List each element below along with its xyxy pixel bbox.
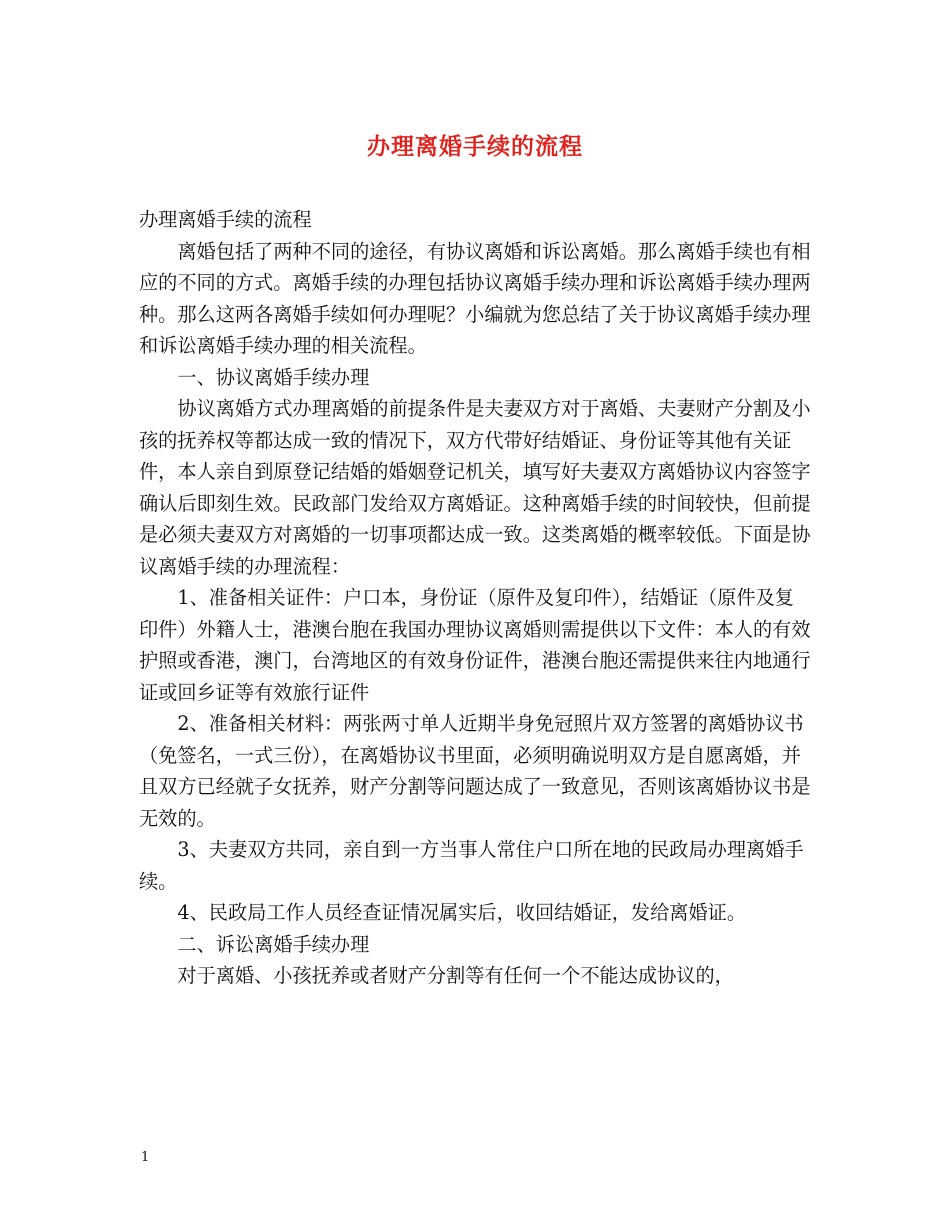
paragraph-intro: 离婚包括了两种不同的途径，有协议离婚和诉讼离婚。那么离婚手续也有相应的不同的方式。离婚手续的办理包括协议离婚手续办理和诉讼离婚手续办理两种。那么这两各离婚手续如何办理呢？小编就为您总结了关于协议离婚手续办理和诉讼离婚手续办理的相关流程。 xyxy=(139,239,811,357)
page-number: 1 xyxy=(141,1150,150,1165)
section-heading-litigation: 二、诉讼离婚手续办理 xyxy=(177,932,370,956)
list-item-step-1: 1、准备相关证件：户口本，身份证（原件及复印件），结婚证（原件及复印件）外籍人士，港澳台胞在我国办理协议离婚则需提供以下文件：本人的有效护照或香港，澳门，台湾地区的有效身份证件，港澳台胞还需提供来往内地通行证或回乡证等有效旅行证件 xyxy=(139,586,811,704)
document-body xyxy=(139,204,811,992)
list-item-step-2: 2、准备相关材料：两张两寸单人近期半身免冠照片双方签署的离婚协议书（免签名，一式三份），在离婚协议书里面，必须明确说明双方是自愿离婚，并且双方已经就子女抚养，财产分割等问题达成了一致意见，否则该离婚协议书是无效的。 xyxy=(139,712,811,830)
document-subtitle: 办理离婚手续的流程 xyxy=(139,208,312,231)
paragraph-litigation: 对于离婚、小孩抚养或者财产分割等有任何一个不能达成协议的， xyxy=(177,964,734,987)
section-heading-agreement: 一、协议离婚手续办理 xyxy=(177,365,370,389)
paragraph-agreement: 协议离婚方式办理离婚的前提条件是夫妻双方对于离婚、夫妻财产分割及小孩的抚养权等都达成一致的情况下，双方代带好结婚证、身份证等其他有关证件，本人亲自到原登记结婚的婚姻登记机关，填写好夫妻双方离婚协议内容签字确认后即刻生效。民政部门发给双方离婚证。这种离婚手续的时间较快，但前提是必须夫妻双方对离婚的一切事项都达成一致。这类离婚的概率较低。下面是协议离婚手续的办理流程： xyxy=(139,397,811,578)
document-title: 办理离婚手续的流程 xyxy=(367,133,583,160)
list-item-step-3: 3、夫妻双方共同，亲自到一方当事人常住户口所在地的民政局办理离婚手续。 xyxy=(139,838,804,893)
list-item-step-4: 4、民政局工作人员经查证情况属实后，收回结婚证，发给离婚证。 xyxy=(177,901,747,924)
